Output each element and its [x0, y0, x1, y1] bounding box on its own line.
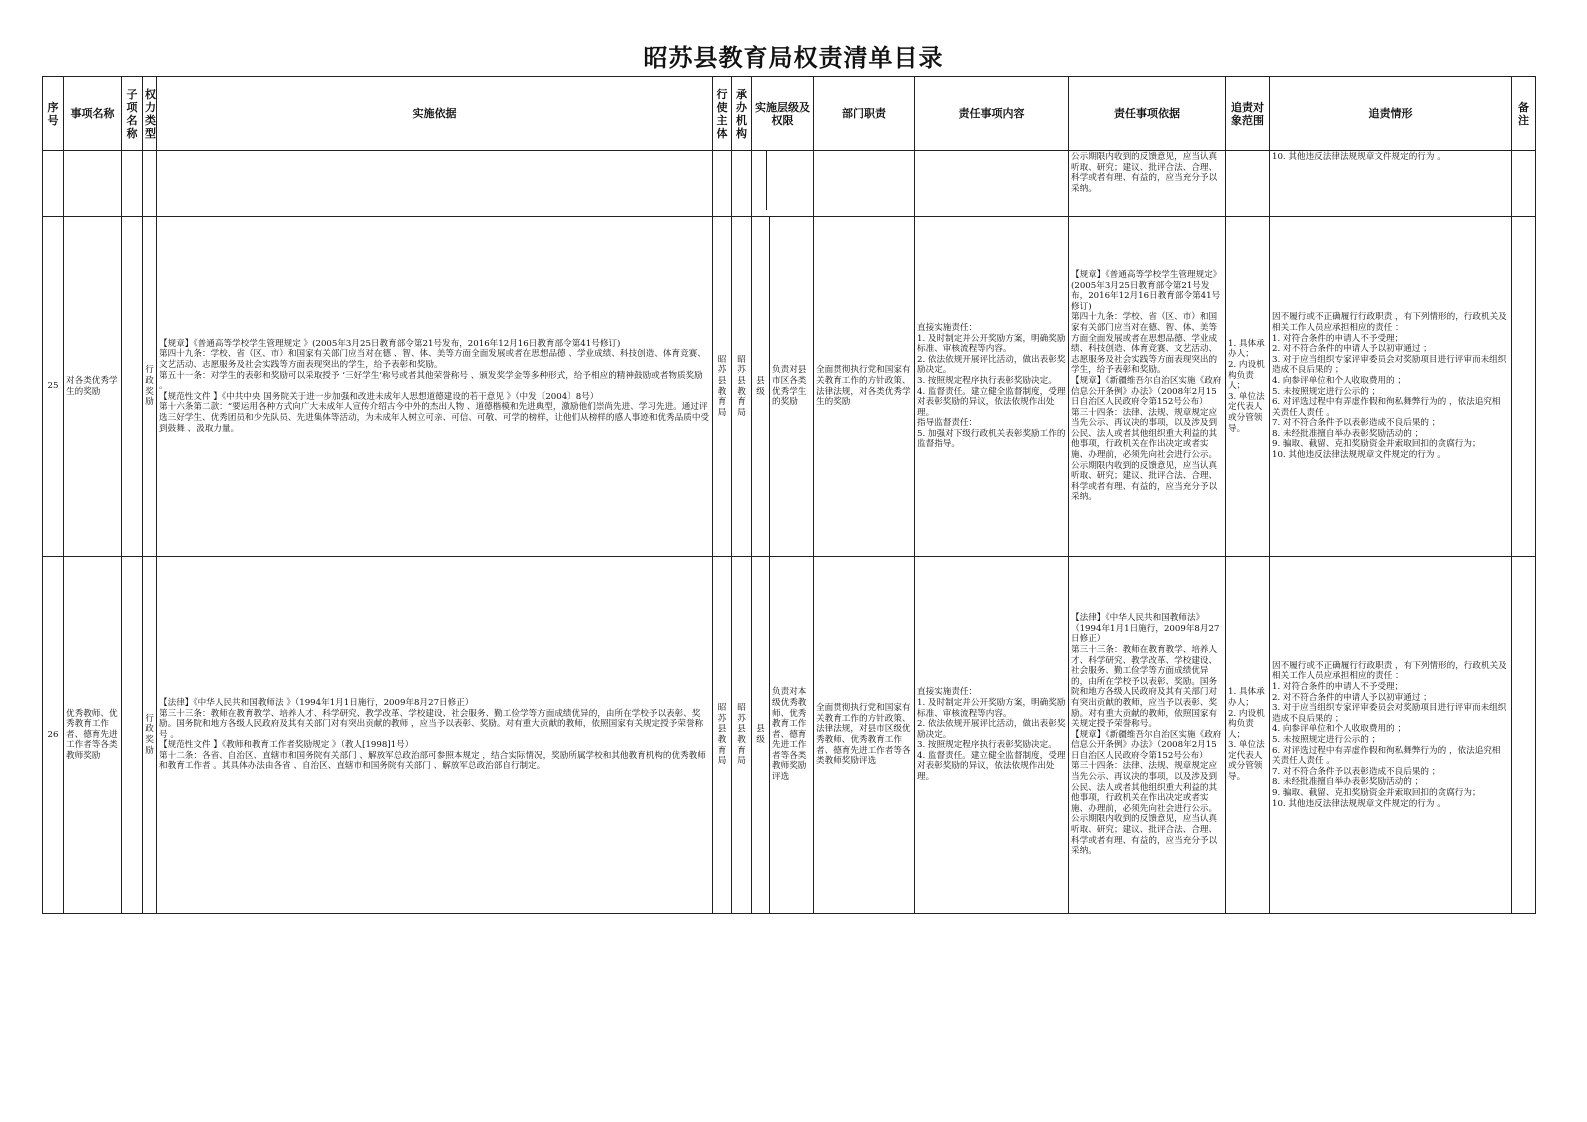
cell-sub-item — [122, 557, 143, 914]
cell-resp-basis: 【规章】《普通高等学校学生管理规定》(2005年3月25日教育部令第21号发布，2016年12月16日教育部令第41号修订) 第四十九条：学校、省（区、市）和国家有关部门应当对在德、智、体、美等方面全面发展或者在思想品德、学业成绩、科技创造、体育竞赛、文艺活动、志愿服务及社会实践等方面表现突出的学生，给予表彰和奖励。 【规章】《新疆维吾尔自治区实施《政府信息公开条例》办法》（2008年2月15日自治区人民政府令第152号公布） 第三十四条：法律、法规、规章规定应当先公示、再议决的事项，以及涉及到公民、法人或者其他组织重大利益的其他事项，行政机关在作出决定或者实施、办理前，必须先向社会进行公示。 公示期限内收到的反馈意见，应当认真听取、研究；建议、批评合法、合理、科学或者有理、有益的，应当充分予以采纳。 — [1069, 217, 1226, 557]
header-agency: 承办机构 — [732, 77, 752, 151]
header-resp-basis: 责任事项依据 — [1069, 77, 1226, 151]
cell-basis: 【规章】《普通高等学校学生管理规定 》(2005年3月25日教育部令第21号发布，2016年12月16日教育部令第41号修订) 第四十九条：学校、省（区、市）和国家有关部门应当对在德 、智、体、美等方面全面发展或者在思想品德 、学业成绩、科技创造、体育竞赛、文艺活动、志愿服务及社会实践等方面表现突出的学生，给予表彰和奖励。 第五十一条：对学生的表彰和奖励可以采取授予 ‘三好学生’称号或者其他荣誉称号 、颁发奖学金等多种形式，给予相应的精神鼓励或者物质奖励 。 【规范性文件 】《中共中央 国务院关于进一步加强和改进未成年人思想道德建设的若干意见 》（中发〔2004〕8号） 第十六条第二款：“要运用各种方式向广大未成年人宣传介绍古今中外的杰出人物 、道德楷模和先进典型，激励他们崇尚先进、学习先进。通过评选三好学生、优秀团员和少先队员、先进集体等活动，为未成年人树立可亲、可信、可敬、可学的榜样，让他们从榜样的感人事迹和优秀品质中受到鼓舞 、汲取力量。 — [157, 217, 713, 557]
cell-agency: 昭苏县教育局 — [732, 217, 752, 557]
cell-subject: 昭苏县教育局 — [713, 217, 732, 557]
header-level: 实施层级及权限 — [752, 77, 814, 151]
header-dept-duty: 部门职责 — [814, 77, 915, 151]
cell-resp-content: 直接实施责任： 1. 及时制定并公开奖励方案，明确奖励标准、审核流程等内容。 2. 依法依规开展评比活动，做出表彰奖励决定。 3. 按照规定程序执行表彰奖励决定。 4. 监督责任。建立健全监督制度，受理对表彰奖励的异议，依法依规作出处理。 指导监督责任： 5. 加强对下级行政机关表彰奖励工作的监督指导。 — [915, 217, 1069, 557]
cell-level-power: 负责对本级优秀教师、优秀教育工作者、德育先进工作者等各类教师奖励评选 — [770, 557, 814, 914]
cell-basis: 【法律】《中华人民共和国教师法 》（1994年1月1日施行，2009年8月27日修正） 第三十三条：教师在教育教学、培养人才、科学研究、教学改革、学校建设、社会服务、勤工俭学等方面成绩优异的，由所在学校予以表彰、奖励。国务院和地方各级人民政府及其有关部门对有突出贡献的教师 ，应当予以表彰、奖励。对有重大贡献的教师，依照国家有关规定授予荣誉称号 。 【规范性文件 】《教师和教育工作者奖励规定 》（教人[1998]1号） 第十二条：各省、自治区、直辖市和国务院有关部门 、解放军总政治部可参照本规定 ，结合实际情况，奖励所属学校和其他教育机构的优秀教师和教育工作者 。其具体办法由各省 、自治区、直辖市和国务院有关部门 、解放军总政治部自行制定。 — [157, 557, 713, 914]
cell-dept-duty: 全面贯彻执行党和国家有关教育工作的方针政策、法律法规，对各类优秀学生的奖励 — [814, 217, 915, 557]
header-row — [43, 77, 1536, 151]
cell-subject: 昭苏县教育局 — [713, 557, 732, 914]
cell-remark — [1512, 217, 1536, 557]
cell-seq: 26 — [43, 557, 64, 914]
cell-remark — [1512, 557, 1536, 914]
cell-level: 县级 — [752, 557, 770, 914]
cell-resp-content: 直接实施责任： 1. 及时制定并公开奖励方案，明确奖励标准、审核流程等内容。 2. 依法依规开展评比活动，做出表彰奖励决定。 3. 按照规定程序执行表彰奖励决定。 4. 监督责任。建立健全监督制度，受理对表彰奖励的异议，依法依规作出处理。 — [915, 557, 1069, 914]
header-basis: 实施依据 — [157, 77, 713, 151]
cell-agency: 昭苏县教育局 — [732, 557, 752, 914]
header-remark: 备注 — [1512, 77, 1536, 151]
cell-situation: 因不履行或不正确履行行政职责 ，有下列情形的，行政机关及相关工作人员应承担相应的责任 ： 1. 对符合条件的申请人不予受理； 2. 对不符合条件的申请人予以初审通过 ； 3. 对于应当组织专家评审委员会对奖励项目进行评审而未组织造成不良后果的 ； 4. 向参评单位和个人收取费用的 ； 5. 未按照规定进行公示的 ； 6. 对评选过程中有弄虚作假和徇私舞弊行为的 ，依法追究相关责任人责任 。 7. 对不符合条件予以表彰造成不良后果的 ； 8. 未经批准擅自举办表彰奖励活动的 ； 9. 骗取、截留、克扣奖励资金并索取回扣的贪腐行为； 10. 其他违反法律法规规章文件规定的行为 。 — [1270, 217, 1512, 557]
table-row — [43, 557, 1536, 914]
cell-sub-item — [122, 217, 143, 557]
header-power-type: 权力类型 — [143, 77, 157, 151]
cell-resp-basis: 公示期限内收到的反馈意见，应当认真听取、研究；建议、批评合法、合理、科学或者有理、有益的，应当充分予以采纳。 — [1069, 151, 1226, 217]
cell-item-name: 对各类优秀学生的奖励 — [64, 217, 122, 557]
cell-item-name: 优秀教师、优秀教育工作者、德育先进工作者等各类教师奖励 — [64, 557, 122, 914]
header-resp-content: 责任事项内容 — [915, 77, 1069, 151]
header-seq: 序号 — [43, 77, 64, 151]
cell-resp-basis: 【法律】《中华人民共和国教师法》（1994年1月1日施行，2009年8月27日修正） 第三十三条：教师在教育教学、培养人才、科学研究、教学改革、学校建设、社会服务、勤工俭学等方面成绩优异的，由所在学校予以表彰、奖励。国务院和地方各级人民政府及其有关部门对有突出贡献的教师，应当予以表彰、奖励。对有重大贡献的教师，依照国家有关规定授予荣誉称号。 【规章】《新疆维吾尔自治区实施《政府信息公开条例》办法》（2008年2月15日自治区人民政府令第152号公布） 第三十四条：法律、法规、规章规定应当先公示、再议决的事项，以及涉及到公民、法人或者其他组织重大利益的其他事项，行政机关在作出决定或者实施、办理前，必须先向社会进行公示。 公示期限内收到的反馈意见，应当认真听取、研究；建议、批评合法、合理、科学或者有理、有益的，应当充分予以采纳。 — [1069, 557, 1226, 914]
cell-power-type: 行政奖励 — [143, 217, 157, 557]
header-item-name: 事项名称 — [64, 77, 122, 151]
responsibility-table — [42, 76, 1536, 914]
cell-power-type: 行政奖励 — [143, 557, 157, 914]
cell-scope: 1. 具体承办人； 2. 内设机构负责人； 3. 单位法定代表人或分管领导。 — [1226, 217, 1270, 557]
header-subject: 行使主体 — [713, 77, 732, 151]
cell-seq: 25 — [43, 217, 64, 557]
cell-situation: 10. 其他违反法律法规规章文件规定的行为 。 — [1270, 151, 1512, 217]
cell-situation: 因不履行或不正确履行行政职责 ，有下列情形的，行政机关及相关工作人员应承担相应的责任 ： 1. 对符合条件的申请人不予受理； 2. 对不符合条件的申请人予以初审通过 ； 3. 对于应当组织专家评审委员会对奖励项目进行评审而未组织造成不良后果的 ； 4. 向参评单位和个人收取费用的 ； 5. 未按照规定进行公示的 ； 6. 对评选过程中有弄虚作假和徇私舞弊行为的 ，依法追究相关责任人责任 。 7. 对不符合条件予以表彰造成不良后果的 ； 8. 未经批准擅自举办表彰奖励活动的 ； 9. 骗取、截留、克扣奖励资金并索取回扣的贪腐行为； 10. 其他违反法律法规规章文件规定的行为 。 — [1270, 557, 1512, 914]
cell-level-power: 负责对县市区各类优秀学生的奖励 — [770, 217, 814, 557]
cell-dept-duty: 全面贯彻执行党和国家有关教育工作的方针政策、法律法规，对县市区级优秀教师、优秀教育工作者、德育先进工作者等各类教师奖励评选 — [814, 557, 915, 914]
cell-level: 县级 — [752, 217, 770, 557]
cell-scope: 1. 具体承办人； 2. 内设机构负责人； 3. 单位法定代表人或分管领导。 — [1226, 557, 1270, 914]
header-scope: 追责对象范围 — [1226, 77, 1270, 151]
table-row — [43, 217, 1536, 557]
page-title: 昭苏县教育局权责清单目录 — [643, 43, 944, 72]
header-situation: 追责情形 — [1270, 77, 1512, 151]
table-row-continued — [43, 151, 1536, 217]
header-sub-item: 子项名称 — [122, 77, 143, 151]
